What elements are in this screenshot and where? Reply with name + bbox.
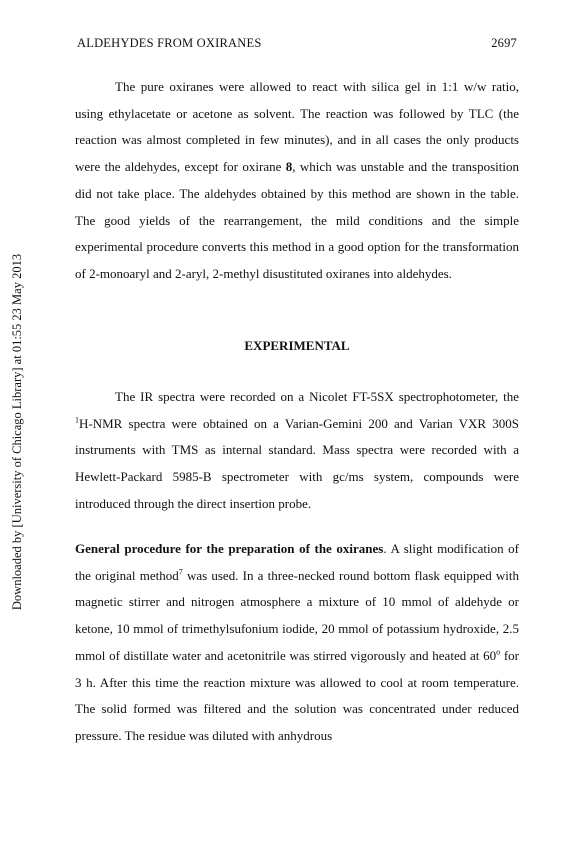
experimental-paragraph (75, 384, 519, 518)
intro-paragraph (75, 74, 519, 288)
running-title: ALDEHYDES FROM OXIRANES (77, 36, 262, 50)
procedure-paragraph (75, 536, 519, 750)
para3-text-a: . A slight modification of the original method (75, 541, 519, 583)
oxirane-number: 8 (285, 159, 293, 175)
reference-superscript: 7 (178, 567, 183, 577)
degree-superscript: o (496, 647, 501, 657)
para2-text-a: The IR spectra were recorded on a Nicolet FT-5SX spectrophotometer, the (115, 389, 519, 404)
para1-text-a: The pure oxiranes were allowed to react with silica gel in 1:1 w/w ratio, using ethylacetate or acetone as solvent. The reaction was followed by TLC (the reaction was almost completed in few minutes), and in all cases the only products were the aldehydes, except for oxirane (75, 79, 519, 175)
page-number: 2697 (491, 36, 517, 50)
procedure-heading: General procedure for the preparation of the oxiranes (75, 541, 384, 556)
download-watermark: Downloaded by [University of Chicago Library] at 01:55 23 May 2013 (10, 253, 24, 611)
para3-text-c: for 3 h. After this time the reaction mixture was allowed to cool at room temperature. The solid formed was filtered and the solution was concentrated under reduced pressure. The residue was diluted with anhydrous (75, 647, 519, 743)
superscript-one: 1 (75, 415, 79, 425)
para3-text-b: was used. In a three-necked round bottom flask equipped with magnetic stirrer and nitrogen atmosphere a mixture of 10 mmol of aldehyde or ketone, 10 mmol of trimethylsufonium iodide, 20 mmol of potassium hydroxide, 2.5 mmol of distillate water and acetonitrile was stirred vigorously and heated at 60 (75, 567, 520, 663)
section-heading-experimental: EXPERIMENTAL (244, 338, 350, 353)
para1-text-b: , which was unstable and the transposition did not take place. The aldehydes obtained by this method are shown in the table. The good yields of the rearrangement, the mild conditions and the simple experimental procedure converts this method in a good option for the transformation of 2-monoaryl and 2-aryl, 2-methyl disustituted oxiranes into aldehydes. (75, 159, 519, 281)
para2-text-b: H-NMR spectra were obtained on a Varian-Gemini 200 and Varian VXR 300S instruments with TMS as internal standard. Mass spectra were recorded with a Hewlett-Packard 5985-B spectrometer with gc/ms system, compounds were introduced through the direct insertion probe. (75, 415, 519, 511)
running-header (77, 36, 517, 51)
